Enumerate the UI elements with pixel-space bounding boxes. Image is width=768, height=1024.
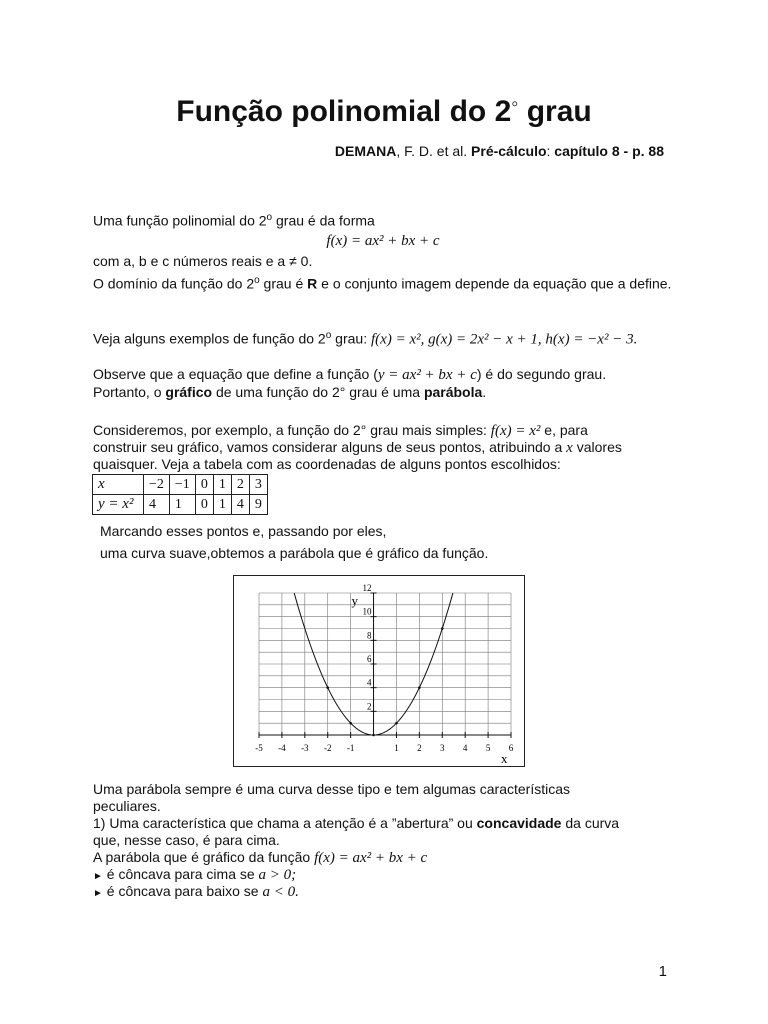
parabola-chart [233, 575, 525, 767]
coefficients-text: com a, b e c números reais e a ≠ 0. [93, 253, 313, 269]
data-point [349, 722, 352, 725]
ref-chapter: capítulo 8 - p. 88 [554, 143, 664, 159]
page-title: Função polinomial do 2◦ grau [176, 93, 592, 128]
table-cell: 0 [195, 495, 213, 515]
table-cell: 2 [231, 475, 249, 495]
table-row [93, 475, 268, 495]
x-tick-label: 6 [508, 743, 514, 753]
chart-frame [234, 576, 525, 767]
x-tick-label: -4 [278, 743, 286, 753]
table-cell: −2 [144, 475, 170, 495]
general-formula: f(x) = ax² + bx + c [326, 233, 440, 249]
ref-book: Pré-cálculo [471, 143, 547, 159]
caract-text-2: que, nesse caso, é para cima. [93, 832, 280, 848]
y-axis-label: y [351, 593, 359, 608]
examples-text: Veja alguns exemplos de função do 2$^o$ grau: f(x) = x², g(x) = 2x² − x + 1, h(x) = −x² − 3. [93, 330, 638, 348]
x-tick-label: -2 [323, 743, 332, 753]
x-tick-label: -5 [255, 743, 263, 753]
y-tick-label: 12 [362, 583, 372, 593]
x-tick-label: -1 [346, 743, 355, 753]
y-tick-label: 4 [367, 677, 372, 688]
observe-text: Observe que a equação que define a função (y = ax² + bx + c) é do segundo grau. [93, 366, 607, 383]
triangle-bullet-icon: ► [93, 888, 103, 899]
table-cell: −1 [169, 475, 195, 495]
parabola-text-2: peculiares. [93, 798, 161, 814]
x-tick-label: -3 [301, 743, 309, 753]
ref-author: DEMANA [334, 143, 397, 159]
y-tick-label: 10 [362, 606, 372, 617]
consider-text-3: quaisquer. Veja a tabela com as coordenadas de alguns pontos escolhidos: [93, 456, 561, 472]
table-row [93, 495, 268, 515]
table-cell: 4 [144, 495, 170, 515]
domain-text: O domínio da função do 2$^o$ grau é R e o conjunto imagem depende da equação que a define. [93, 275, 672, 292]
table-cell: x [93, 475, 144, 495]
table-cell: 0 [195, 475, 213, 495]
page-number: 1 [658, 963, 667, 980]
triangle-bullet-icon: ► [93, 871, 103, 882]
y-tick-label: 8 [367, 630, 372, 641]
table-cell: 1 [213, 475, 231, 495]
x-tick-label: 4 [462, 743, 468, 753]
table-cell: 9 [249, 495, 267, 515]
table-cell: 1 [213, 495, 231, 515]
x-tick-label: 5 [485, 743, 491, 753]
data-point [372, 734, 375, 737]
ref-rest: , F. D. et al. [396, 143, 472, 159]
grafico-text: A parábola que é gráfico da função f(x) = ax² + bx + c [93, 849, 428, 866]
marcando-text: Marcando esses pontos e, passando por eles, [100, 523, 387, 539]
consider-text-1: Consideremos, por exemplo, a função do 2° grau mais simples: f(x) = x² e, para [93, 422, 588, 439]
portanto-text: Portanto, o gráfico de uma função do 2° grau é uma parábola. [93, 384, 487, 400]
y-tick-label: 6 [367, 654, 372, 664]
bullet-up: ► é côncava para cima se a > 0; [93, 866, 297, 883]
table-cell: y = x² [93, 495, 144, 515]
bullet-down: ► é côncava para baixo se a < 0. [93, 883, 299, 900]
table-cell: 4 [231, 495, 249, 515]
data-point [326, 686, 329, 689]
points-table [92, 474, 268, 515]
x-tick-label: 1 [394, 743, 399, 753]
parabola-text-1: Uma parábola sempre é uma curva desse tipo e tem algumas características [93, 781, 570, 797]
reference-line: DEMANA, F. D. et al. Pré-cálculo: capítulo 8 - p. 88 [334, 143, 664, 159]
data-point [441, 627, 444, 630]
x-axis-label: x [501, 751, 508, 766]
consider-text-2: construir seu gráfico, vamos considerar alguns de seus pontos, atribuindo a x valores [93, 439, 622, 456]
x-tick-label: 3 [440, 743, 445, 753]
data-point [418, 686, 421, 689]
table-cell: 1 [169, 495, 195, 515]
caract-text-1: 1) Uma característica que chama a atenção é a ”abertura” ou concavidade da curva [93, 815, 620, 831]
x-tick-label: 2 [417, 743, 422, 753]
y-tick-label: 2 [367, 701, 372, 712]
intro-text: Uma função polinomial do 2$^o$ grau é da forma [93, 212, 375, 229]
table-cell: 3 [249, 475, 267, 495]
curva-text: uma curva suave,obtemos a parábola que é gráfico da função. [100, 545, 489, 561]
data-point [395, 722, 398, 725]
